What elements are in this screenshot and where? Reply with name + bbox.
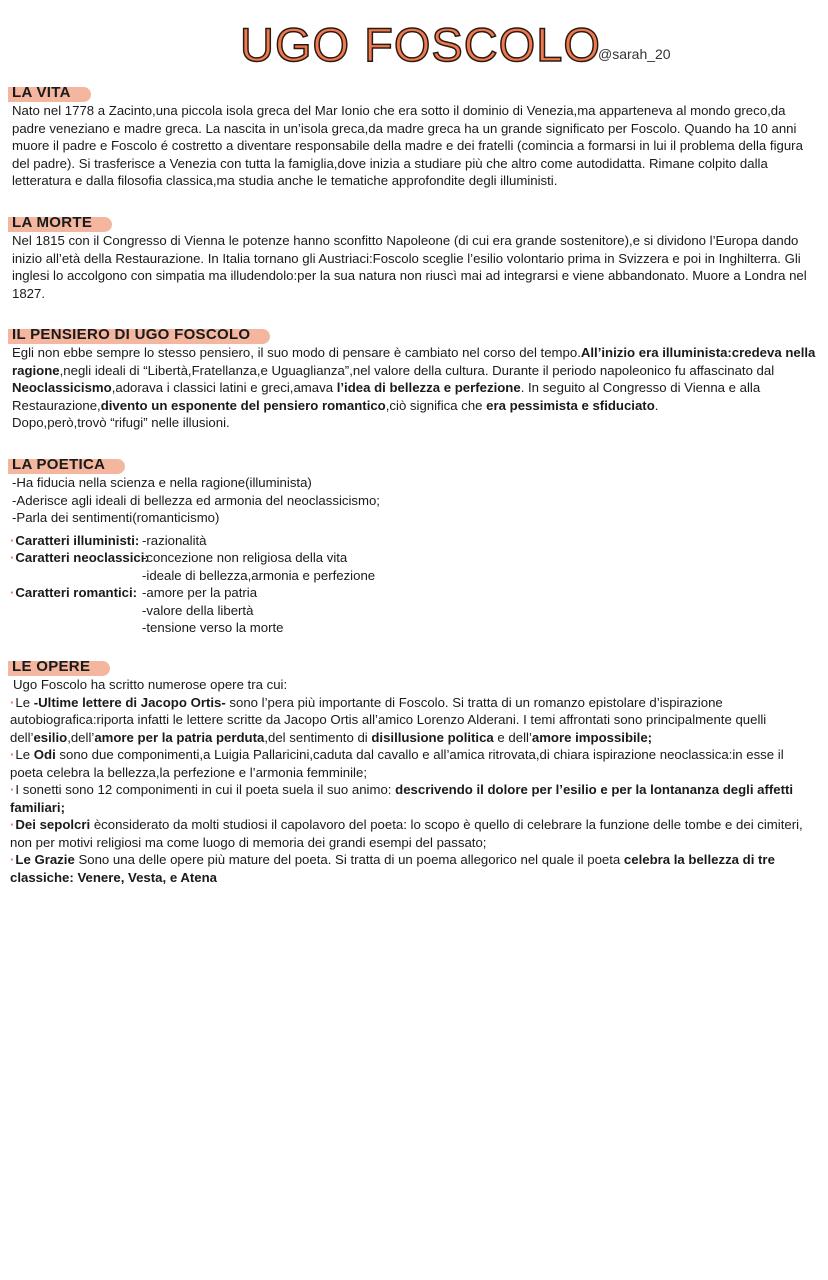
opere-intro: Ugo Foscolo ha scritto numerose opere tra cui:	[13, 677, 288, 692]
bold-run: esilio	[33, 729, 68, 745]
feature-value: -concezione non religiosa della vita	[142, 550, 348, 565]
text-run: ,ciò significa che	[385, 397, 487, 413]
bold-run: l’idea di bellezza e perfezione	[336, 380, 521, 395]
text-run: èconsiderato da molti studiosi il capolavoro del poeta: lo scopo è quello di celebrare la funzione delle tombe e dei cimiteri, non per motivi religiosi ma come luogo di memoria dei grandi esempi del passato;	[10, 817, 803, 850]
text-run: Le	[15, 747, 34, 762]
header	[0, 20, 828, 70]
opera-odi	[10, 746, 816, 781]
bold-run: celebra la bellezza di tre classiche: Venere, Vesta, e Atena	[10, 852, 775, 885]
feature-label: · Caratteri illuministi:	[10, 532, 142, 550]
feature-value: -razionalità	[142, 532, 207, 548]
feature-value: -tensione verso la morte	[142, 620, 284, 635]
paragraph-pensiero	[10, 344, 816, 414]
text-run: ,negli ideali di “Libertà,Fratellanza,e Uguaglianza”,nel valore della cultura. Durante il periodo napoleonico fu affascinato dal	[59, 362, 775, 378]
bold-run: descrivendo il dolore per l’esilio e per la lontananza degli affetti familiari;	[10, 782, 794, 815]
poetica-line: -Aderisce agli ideali di bellezza ed armonia del neoclassicismo;	[12, 492, 380, 508]
bold-run: Le Grazie	[15, 852, 75, 867]
feature-label: · Caratteri romantici:	[10, 584, 142, 637]
page-title: UGO FOSCOLO	[240, 18, 601, 71]
feature-group-neoclassici	[10, 549, 816, 584]
feature-group-illuministi	[10, 532, 816, 550]
bold-run: Dei sepolcri	[15, 817, 91, 832]
feature-value: -ideale di bellezza,armonia e perfezione	[142, 567, 376, 583]
bold-run: era pessimista e sfiduciato	[486, 397, 655, 413]
section-morte	[10, 214, 816, 302]
feature-group-romantici	[10, 584, 816, 637]
section-heading-vita: LA VITA	[12, 84, 91, 102]
text-run: Sono una delle opere più mature del poeta. Si tratta di un poema allegorico nel quale il poeta	[74, 852, 624, 867]
paragraph-morte: Nel 1815 con il Congresso di Vienna le potenze hanno sconfitto Napoleone (di cui era grande sostenitore),e si dividono l’Europa dando inizio all’età della Restaurazione. In Italia tornano gli Austriaci:Foscolo sceglie l’esilio volontario prima in Svizzera e poi in Inghilterra. Gli inglesi lo accolgono con simpatia ma illudendolo:per la sua natura non riuscì mai ad integrarsi e viene abbandonato. Muore a Londra nel 1827.	[12, 233, 807, 301]
section-opere	[10, 658, 816, 886]
opera-ortis	[10, 694, 816, 747]
bold-run: Neoclassicismo	[12, 380, 112, 395]
feature-label: · Caratteri neoclassici:	[10, 549, 142, 584]
text-run: ,del sentimento di	[264, 729, 372, 745]
text-run: e dell’	[493, 729, 532, 745]
feature-value: -amore per la patria	[142, 585, 258, 600]
text-run: ,adorava i classici latini e greci,amava	[111, 380, 337, 395]
bold-run: disillusione politica	[371, 729, 494, 745]
text-run: I sonetti sono 12 componimenti in cui il poeta suela il suo animo:	[15, 782, 396, 797]
bold-run: amore impossibile;	[531, 729, 653, 745]
feature-value: -valore della libertà	[142, 602, 254, 618]
bold-run: All’inizio era illuminista:credeva nella ragione	[12, 345, 816, 378]
text-run: Le	[15, 694, 34, 710]
opera-grazie	[10, 851, 816, 886]
text-run: sono due componimenti,a Luigia Pallaricini,caduta dal cavallo e all’amica ritrovata,di chiara ispirazione neoclassica:in esse il poeta celebra la bellezza,la perfezione e l’armonia femminile;	[10, 747, 784, 780]
section-heading-opere: LE OPERE	[12, 658, 110, 676]
text-run: sono l’pera più importante di Foscolo. Si tratta di un romanzo epistolare d’ispirazione autobiografica:riporta infatti le lettere scritte da Jacopo Ortis all’amico Lorenzo Alderani. I temi affrontati sono principalmente quelli dell’	[10, 694, 767, 745]
bold-run: -Ultime lettere di Jacopo Ortis-	[33, 694, 226, 710]
bold-run: Odi	[33, 747, 56, 762]
text-run: .	[654, 397, 659, 413]
author-handle: @sarah_20	[598, 46, 671, 62]
text-run: Egli non ebbe sempre lo stesso pensiero, il suo modo di pensare è cambiato nel corso del tempo.	[12, 345, 581, 360]
opera-sonetti	[10, 781, 816, 816]
section-poetica	[10, 456, 816, 637]
section-vita	[10, 84, 816, 190]
paragraph-pensiero-end: Dopo,però,trovò “rifugi” nelle illusioni.	[12, 415, 230, 430]
section-heading-poetica: LA POETICA	[12, 456, 125, 474]
section-heading-morte: LA MORTE	[12, 214, 112, 232]
poetica-line: -Ha fiducia nella scienza e nella ragione(illuminista)	[12, 475, 312, 490]
poetica-line: -Parla dei sentimenti(romanticismo)	[12, 510, 220, 525]
bold-run: divento un esponente del pensiero romantico	[100, 397, 386, 413]
text-run: . In seguito al Congresso di Vienna e alla Restaurazione,	[12, 380, 761, 413]
opera-sepolcri	[10, 816, 816, 851]
text-run: ,dell’	[67, 729, 95, 745]
bold-run: amore per la patria perduta	[94, 729, 265, 745]
paragraph-vita: Nato nel 1778 a Zacinto,una piccola isola greca del Mar Ionio che era sotto il dominio di Venezia,ma apparteneva al mondo greco,da padre veneziano e madre greca. La nascita in un’isola greca,da madre greca ha un grande significato per Foscolo. Quando ha 10 anni muore il padre e Foscolo é costretto a diventare responsabile della madre e dei fratelli (comincia a formarsi in lui il problema della figura del padre). Si trasferisce a Venezia con tutta la famiglia,dove inizia a studiare più che altro come autodidatta. Rimane colpito dalla letteratura e dalla filosofia classica,ma studia anche le tematiche approfondite degli illuministi.	[12, 103, 803, 188]
section-heading-pensiero: IL PENSIERO DI UGO FOSCOLO	[12, 326, 270, 344]
section-pensiero	[10, 326, 816, 432]
